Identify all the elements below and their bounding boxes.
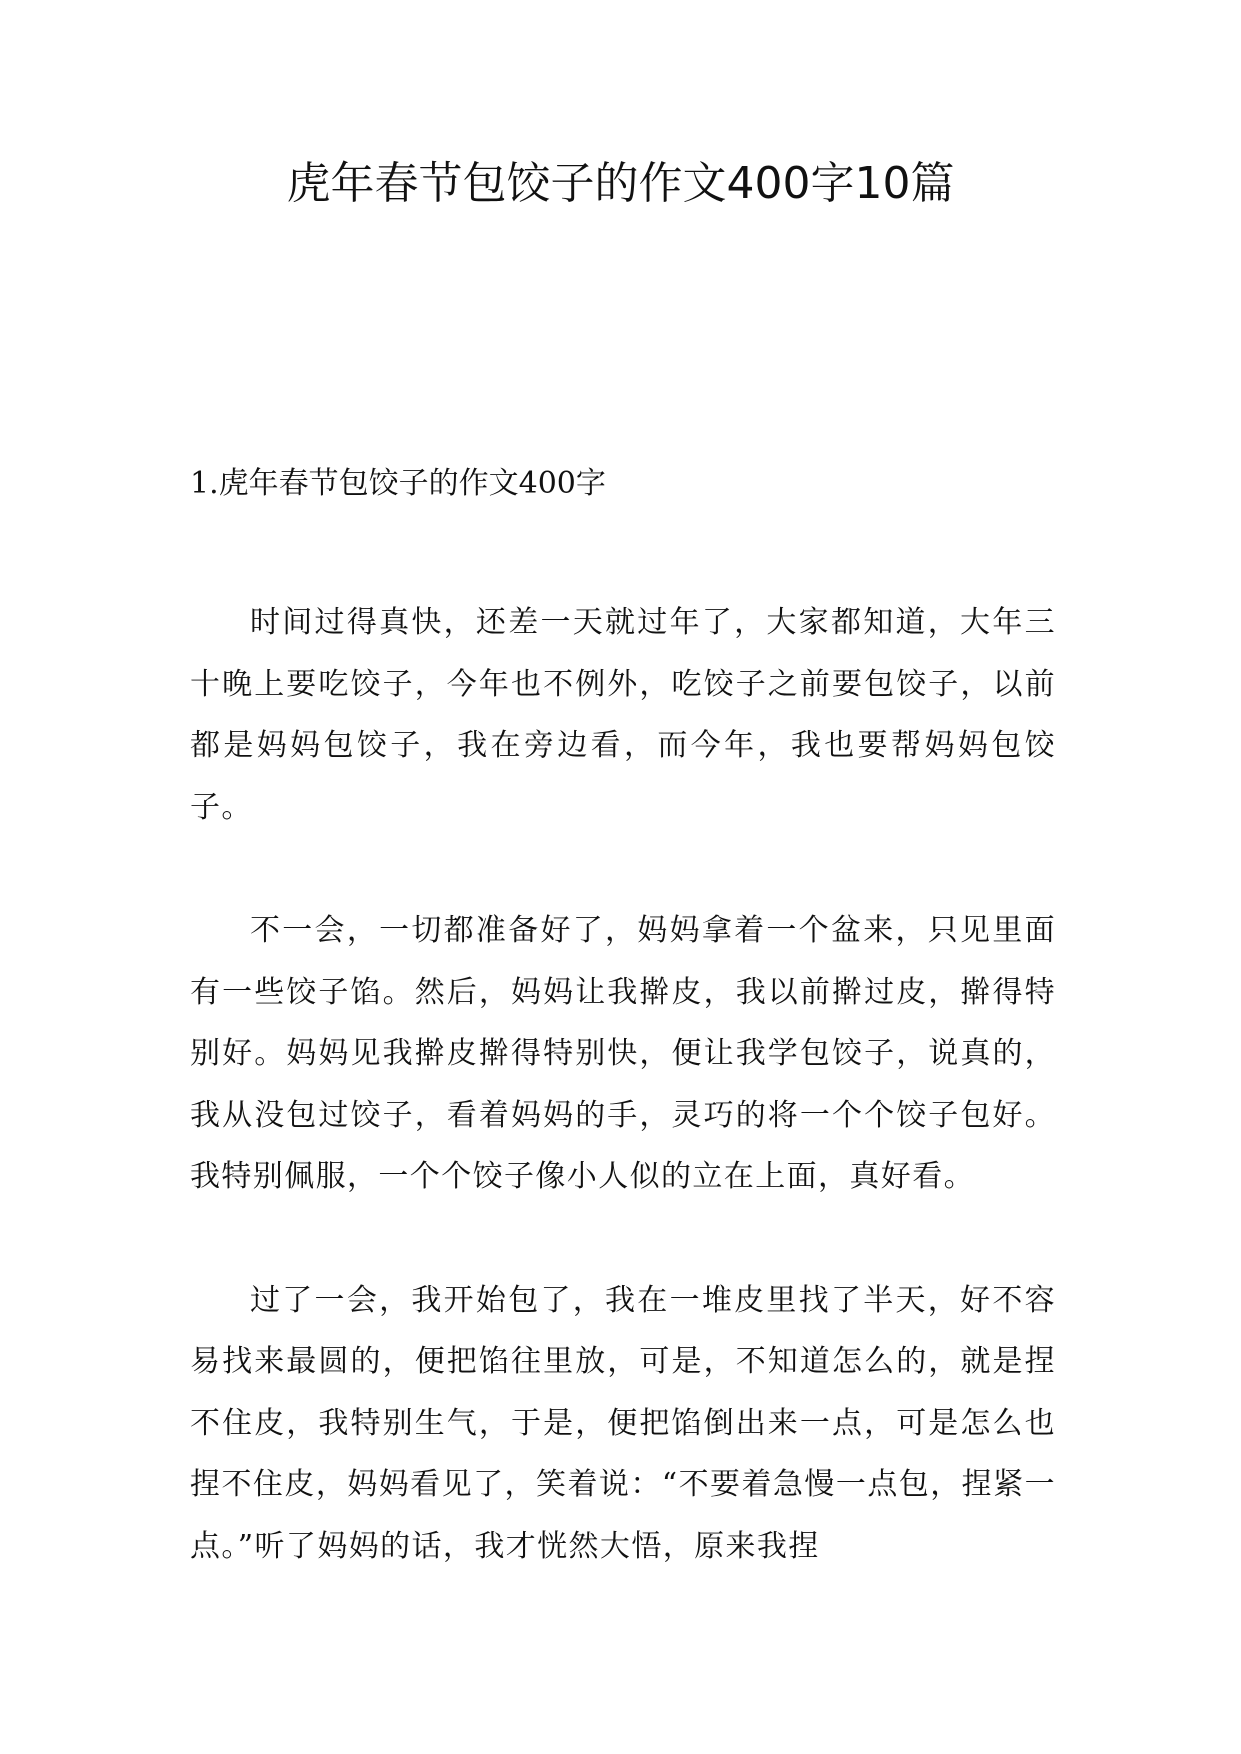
paragraph-2: 不一会，一切都准备好了，妈妈拿着一个盆来，只见里面有一些饺子馅。然后，妈妈让我擀皮，我以前擀过皮，擀得特别好。妈妈见我擀皮擀得特别快，便让我学包饺子，说真的，我从没包过饺子，看着妈妈的手，灵巧的将一个个饺子包好。我特别佩服，一个个饺子像小人似的立在上面，真好看。 [190, 913, 1056, 1194]
document-body [190, 456, 1056, 1577]
paragraph-3: 过了一会，我开始包了，我在一堆皮里找了半天，好不容易找来最圆的，便把馅往里放，可是，不知道怎么的，就是捏不住皮，我特别生气，于是，便把馅倒出来一点，可是怎么也捏不住皮，妈妈看见了，笑着说：“不要着急慢一点包，捏紧一点。”听了妈妈的话，我才恍然大悟，原来我捏 [190, 1282, 1056, 1564]
section-heading: 1.虎年春节包饺子的作文400字 [190, 466, 606, 501]
paragraph-1: 时间过得真快，还差一天就过年了，大家都知道，大年三十晚上要吃饺子，今年也不例外，吃饺子之前要包饺子，以前都是妈妈包饺子，我在旁边看，而今年，我也要帮妈妈包饺子。 [190, 605, 1056, 825]
document-title: 虎年春节包饺子的作文400字10篇 [286, 158, 955, 209]
